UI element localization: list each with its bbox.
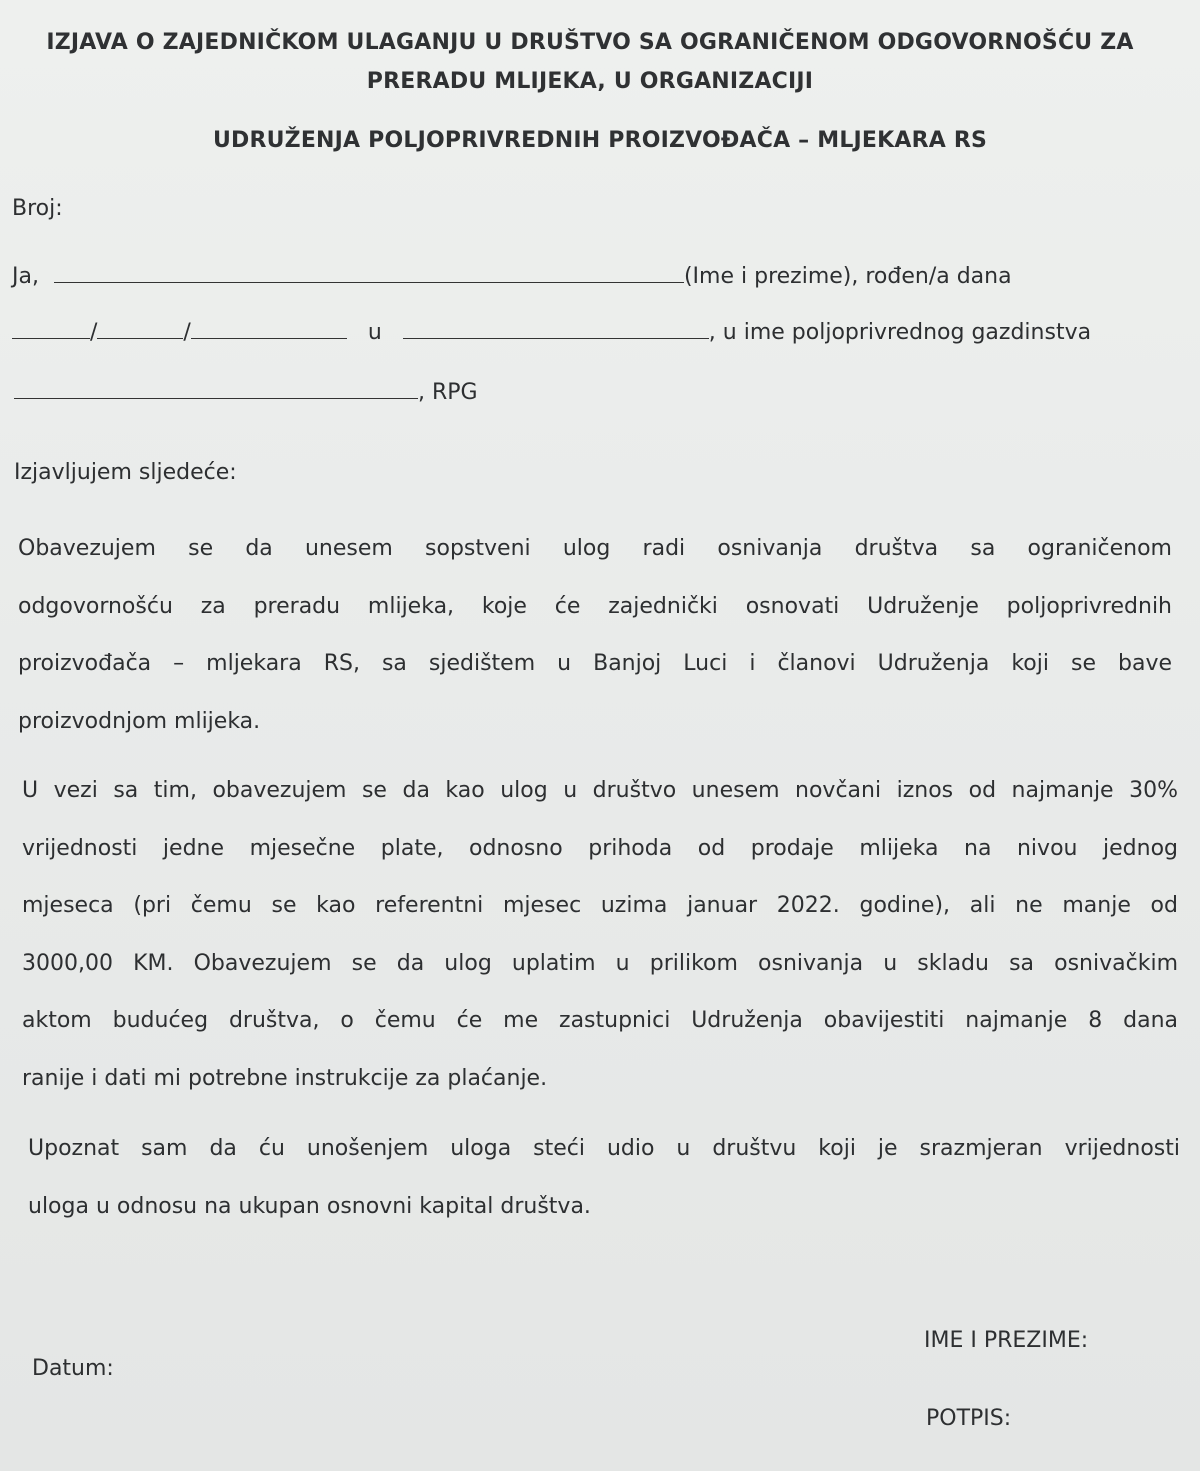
- ime-hint: (Ime i prezime), rođen/a dana: [683, 264, 1012, 289]
- p2-line-4: 3000,00 KM. Obavezujem se da ulog uplatim u prilikom osnivanja u skladu sa osnivačkim: [22, 950, 1178, 976]
- p2-line-1: U vezi sa tim, obavezujem se da kao ulog u društvo unesem novčani iznos od najmanje 30%: [22, 778, 1178, 803]
- p2-line-5: aktom budućeg društva, o čemu će me zastupnici Udruženja obavijestiti najmanje 8 dana: [22, 1008, 1178, 1033]
- p2-line-2: vrijednosti jedne mjesečne plate, odnosno prihoda od prodaje mlijeka na nivou jednog: [22, 835, 1178, 861]
- rpg-row: [14, 380, 478, 405]
- broj-label: Broj:: [12, 196, 63, 221]
- birth-row: [12, 320, 1091, 345]
- datum-label: Datum:: [32, 1356, 114, 1381]
- birth-year-blank[interactable]: [191, 320, 347, 339]
- p1-line-2: odgovornošću za preradu mlijeka, koje će zajednički osnovati Udruženje poljoprivrednih: [18, 593, 1172, 619]
- ja-label: Ja,: [12, 264, 39, 289]
- p2-line-6: ranije i dati mi potrebne instrukcije za plaćanje.: [22, 1065, 548, 1091]
- name-row: [12, 264, 1012, 289]
- p3-line-2: uloga u odnosu na ukupan osnovni kapital društva.: [28, 1193, 591, 1219]
- u-label: u: [367, 320, 382, 345]
- ime-prezime-label: IME I PREZIME:: [924, 1328, 1089, 1353]
- p1-line-4: proizvodnjom mlijeka.: [18, 708, 261, 734]
- title-line-1: IZJAVA O ZAJEDNIČKOM ULAGANJU U DRUŠTVO SA OGRANIČENOM ODGOVORNOŠĆU ZA: [46, 30, 1134, 55]
- birth-day-blank[interactable]: [12, 320, 90, 339]
- izjavljujem-label: Izjavljujem sljedeće:: [14, 460, 237, 485]
- rpg-blank[interactable]: [14, 380, 418, 399]
- p1-line-3: proizvođača – mljekara RS, sa sjedištem u Banjoj Luci i članovi Udruženja koji se bave: [18, 651, 1172, 676]
- potpis-label: POTPIS:: [926, 1406, 1012, 1431]
- title-line-2: PRERADU MLIJEKA, U ORGANIZACIJI: [366, 69, 814, 94]
- birth-month-blank[interactable]: [97, 320, 183, 339]
- paragraph-3: [28, 1120, 1180, 1235]
- rpg-label: , RPG: [418, 380, 478, 405]
- slash-2: /: [183, 320, 191, 345]
- paragraph-1: [18, 520, 1172, 750]
- gazdinstvo-text: , u ime poljoprivrednog gazdinstva: [708, 320, 1092, 345]
- title-line-3: UDRUŽENJA POLJOPRIVREDNIH PROIZVOĐAČA – MLJEKARA RS: [212, 128, 988, 153]
- p1-line-1: Obavezujem se da unesem sopstveni ulog radi osnivanja društva sa ograničenom: [18, 536, 1172, 561]
- p2-line-3: mjeseca (pri čemu se kao referentni mjesec uzima januar 2022. godine), ali ne manje od: [22, 893, 1178, 918]
- slash-1: /: [90, 320, 98, 345]
- name-blank[interactable]: [54, 264, 684, 283]
- birthplace-blank[interactable]: [403, 320, 709, 339]
- p3-line-1: Upoznat sam da ću unošenjem uloga steći udio u društvu koji je srazmjeran vrijednosti: [28, 1136, 1180, 1161]
- paragraph-2: [22, 762, 1178, 1107]
